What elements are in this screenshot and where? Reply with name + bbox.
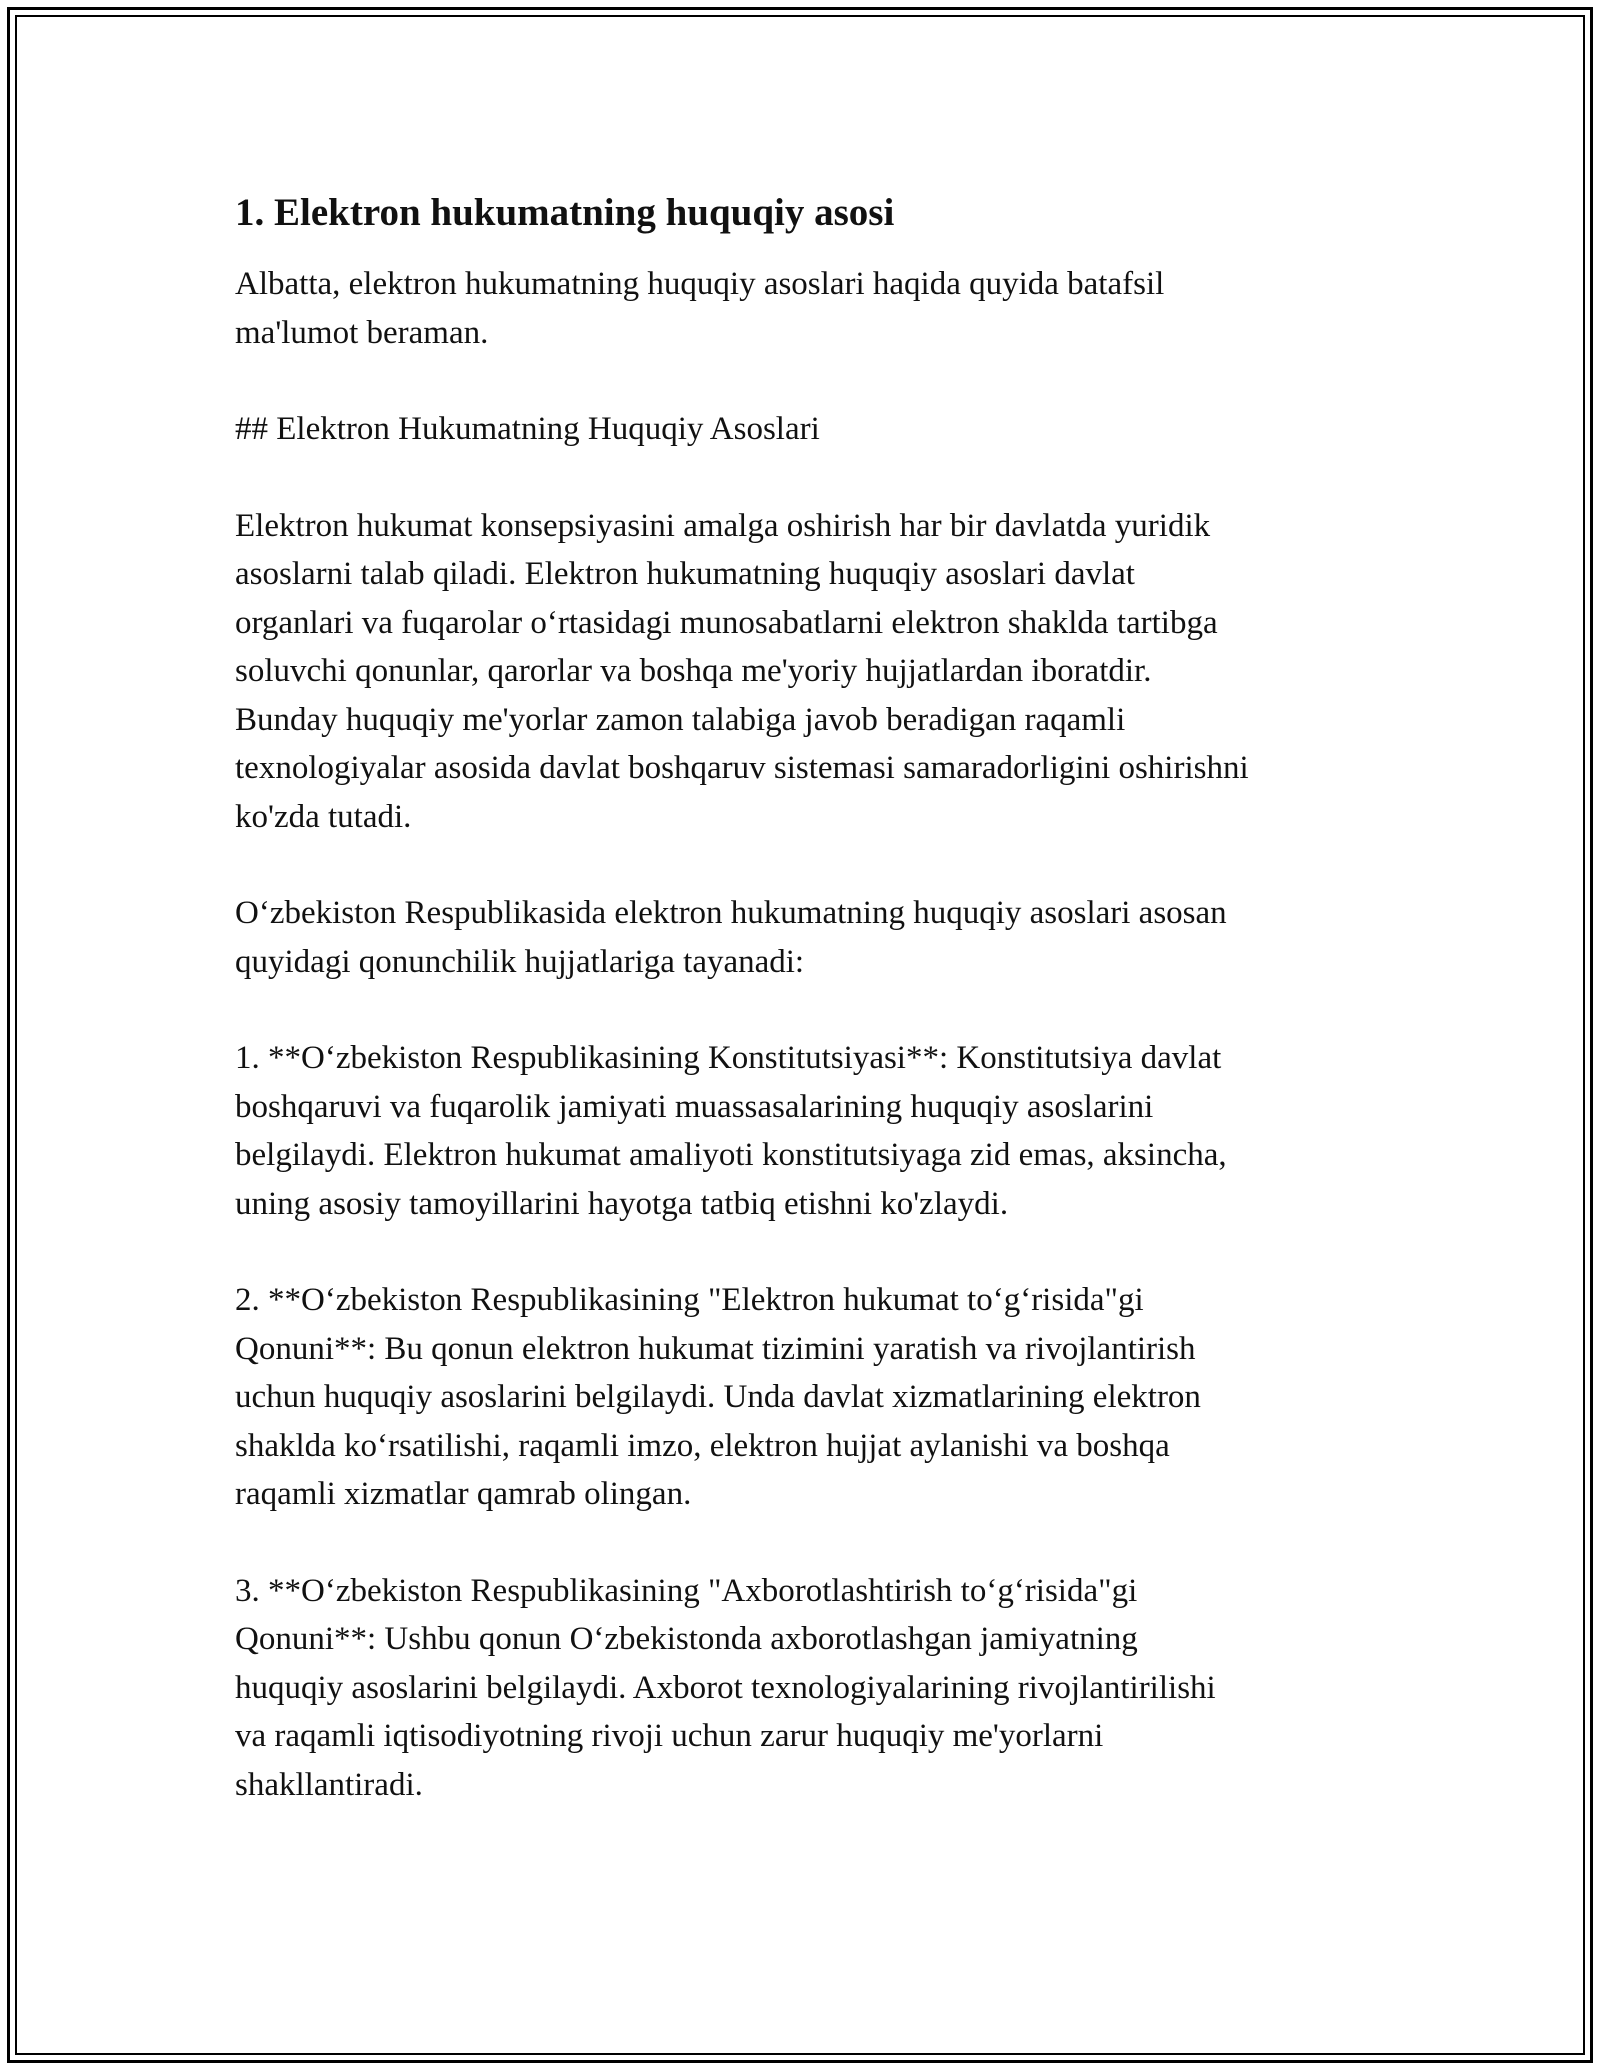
intro-paragraph: Albatta, elektron hukumatning huquqiy asoslari haqida quyida batafsil ma'lumot beraman. — [235, 266, 1165, 351]
document-title: 1. Elektron hukumatning huquqiy asosi — [235, 191, 895, 234]
list-item-e-government-law: 2. **O‘zbekiston Respublikasining "Elektron hukumat to‘g‘risida"gi Qonuni**: Bu qonun elektron hukumat tizimini yaratish va rivojlantirish uchun huquqiy asoslarini belgilaydi. Unda davlat xizmatlarining elektron shaklda ko‘rsatilishi, raqamli imzo, elektron hujjat aylanishi va boshqa raqamli xizmatlar qamrab olingan. — [235, 1282, 1201, 1512]
legislation-intro-paragraph: O‘zbekiston Respublikasida elektron hukumatning huquqiy asoslari asosan quyidagi qonunchilik hujjatlariga tayanadi: — [235, 895, 1227, 980]
document-body — [235, 185, 1385, 1857]
section-heading: ## Elektron Hukumatning Huquqiy Asoslari — [235, 411, 820, 447]
list-item-informatization-law: 3. **O‘zbekiston Respublikasining "Axborotlashtirish to‘g‘risida"gi Qonuni**: Ushbu qonun O‘zbekistonda axborotlashgan jamiyatning huquqiy asoslarini belgilaydi. Axborot texnologiyalarining rivojlantirilishi va raqamli iqtisodiyotning rivoji uchun zarur huquqiy me'yorlarni shakllantiradi. — [235, 1572, 1216, 1803]
overview-paragraph: Elektron hukumat konsepsiyasini amalga oshirish har bir davlatda yuridik asoslarni talab qiladi. Elektron hukumatning huquqiy asoslari davlat organlari va fuqarolar o‘rtasidagi munosabatlarni elektron shaklda tartibga soluvchi qonunlar, qarorlar va boshqa me'yoriy hujjatlardan iboratdir. Bunday huquqiy me'yorlar zamon talabiga javob beradigan raqamli texnologiyalar asosida davlat boshqaruv sistemasi samaradorligini oshirishni ko'zda tutadi. — [235, 507, 1249, 835]
list-item-constitution: 1. **O‘zbekiston Respublikasining Konstitutsiyasi**: Konstitutsiya davlat boshqaruvi va fuqarolik jamiyati muassasalarining huquqiy asoslarini belgilaydi. Elektron hukumat amaliyoti konstitutsiyaga zid emas, aksincha, uning asosiy tamoyillarini hayotga tatbiq etishni ko'zlaydi. — [235, 1040, 1227, 1222]
